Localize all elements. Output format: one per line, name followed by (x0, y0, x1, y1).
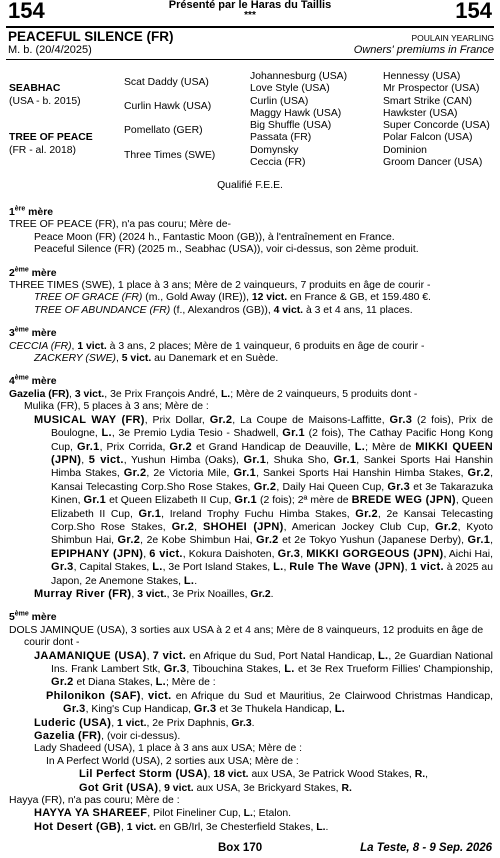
pedigree-col4-item: Smart Strike (CAN) (383, 96, 472, 107)
bold-run: Gr.3 (389, 413, 413, 426)
bold-run: Gr.1 (243, 453, 267, 466)
bold-run: Gr.3 (387, 480, 411, 493)
text-run: et Grand Handicap de Deauville, (191, 441, 355, 453)
presenter: Présenté par le Haras du Taillis (168, 0, 332, 11)
bold-run: EPIPHANY (JPN) (51, 547, 144, 560)
pedigree-col3-item: Domynsky (250, 145, 299, 156)
section-heading: 1ère mère (9, 205, 54, 218)
owners-premiums: Owners' premiums in France (353, 44, 494, 56)
bold-run: Gr.2 (253, 480, 277, 493)
bold-run: Gr.2 (255, 534, 279, 547)
text-run: , (140, 690, 148, 702)
text-run: , Daily Hai Queen Cup, (276, 481, 388, 493)
text-run: , Sankei Sports Hai Hanshin Himba Stakes, (256, 468, 468, 480)
produce-entry: Murray River (FR), 3 vict., 3e Prix Noailles, Gr.2. (34, 587, 274, 600)
text-run: , La Coupe de Maisons-Laffitte, (232, 414, 390, 426)
text-run: , Queen Elizabeth II Cup, (51, 495, 493, 520)
section-heading: 2ème mère (9, 266, 57, 279)
bold-run: 1 vict. (410, 561, 444, 574)
bold-run: MIKKI QUEEN (JPN) (51, 440, 494, 466)
bold-run: Gr.1 (467, 534, 491, 547)
pedigree-col3-item: Love Style (USA) (250, 83, 330, 94)
text-run: et 3e Thukela Handicap, (216, 704, 335, 716)
produce-entry: ZACKERY (SWE), 5 vict. au Danemark et en Suède. (34, 353, 279, 365)
bold-run: Rule The Wave (JPN) (289, 561, 405, 574)
text-run: , (283, 562, 290, 574)
text-run: , 2e Kobe Shimbun Hai, (140, 535, 256, 547)
pedigree-dam-info: (FR - al. 2018) (9, 145, 76, 156)
text-run: , (300, 548, 307, 560)
bold-run: SHOHEI (JPN) (202, 520, 284, 533)
text-run: en Afrique du Sud, Port Natal Handicap, (186, 650, 378, 662)
section-third-dam (9, 328, 493, 365)
pedigree-col3-item: Maggy Hawk (USA) (250, 108, 342, 119)
bold-run: BREDE WEG (JPN) (351, 494, 456, 507)
pedigree-col4-item: Polar Falcon (USA) (383, 132, 473, 143)
text-run: , 3e Port Island Stakes, (162, 562, 274, 574)
bold-run: Gr.2 (123, 467, 147, 480)
produce-entry: Lil Perfect Storm (USA), 18 vict. aux USA, 3e Patrick Wood Stakes, R., (79, 768, 428, 781)
text-run: , American Jockey Club Cup, (283, 521, 436, 533)
bold-run: Gr.2 (169, 440, 192, 453)
text-run: à 2025 au Japon, 2e Anemone Stakes, (51, 562, 493, 587)
bold-run: MIKKI GORGEOUS (JPN) (306, 547, 444, 560)
footer (0, 842, 500, 858)
text-run: , Ireland Trophy Fuchu Himba Stakes, (161, 508, 356, 520)
section-second-dam (9, 268, 493, 318)
text-run: , (146, 650, 153, 662)
bold-run: L. (273, 561, 284, 574)
text-run: , (81, 454, 89, 466)
dam-line (9, 196, 493, 834)
text-run: , Shuka Sho, (266, 454, 334, 466)
text-run: ; Mère de (365, 441, 416, 453)
bold-run: Gr.1 (138, 507, 162, 520)
text-run: (2 fois); 2ª mère de (256, 495, 352, 507)
lot-number-right: 154 (455, 0, 492, 23)
produce-entry: Peaceful Silence (FR) (2025 m., Seabhac (USA)), voir ci-dessus, son 2ème produit. (34, 244, 419, 256)
section-heading: 4ème mère (9, 375, 57, 388)
section-first-dam (9, 207, 493, 257)
produce-entry-musical-way (9, 414, 493, 588)
text-run: , Capital Stakes, (73, 562, 153, 574)
text-run: en Afrique du Sud et Mauritius, 2e Clairwood Christmas Handicap, (171, 690, 493, 702)
text-run: , Kokura Daishoten, (182, 548, 278, 560)
text-run: , Kansai Telecasting Corp.Sho Rose Stakes, (51, 468, 494, 493)
produce-entry: Gazelia (FR), (voir ci-dessus). (34, 730, 181, 743)
text-run: et Diana Stakes, (73, 677, 156, 689)
bold-run: L. (354, 440, 366, 453)
text-run: , Sankei Sports Hai Hanshin Himba Stakes, (51, 454, 494, 480)
pedigree-col4-item: Hennessy (USA) (383, 71, 461, 82)
stars: *** (244, 10, 256, 21)
text-run: , Tibouchina Stakes, (186, 664, 285, 675)
bold-run: Gr.3 (51, 561, 74, 574)
text-run: et 2e Tokyo Yushun (Japanese Derby), (278, 535, 468, 547)
bold-run: 7 vict. (152, 649, 187, 662)
text-run: , Aichi Hai, (443, 548, 493, 560)
bold-run: Gr.1 (333, 453, 357, 466)
pedigree-col4-item: Dominion (383, 145, 427, 156)
produce-entry: TREE OF ABUNDANCE (FR) (f., Alexandros (GB)), 4 vict. à 3 et 4 ans, 11 places. (34, 304, 413, 316)
produce-entry: Hot Desert (GB), 1 vict. en GB/Irl, 3e Chesterfield Stakes, L.. (34, 820, 329, 833)
bold-run: Philonikon (SAF) (46, 689, 141, 702)
pedigree-col3-item: Ceccia (FR) (250, 157, 306, 168)
text-run: , 2e Victoria Mile, (146, 468, 234, 480)
produce-entry: HAYYA YA SHAREEF, Pilot Fineliner Cup, L.; Etalon. (34, 807, 292, 820)
qualification: Qualifié F.E.E. (217, 180, 283, 191)
bold-run: L. (101, 427, 112, 440)
pedigree-table (0, 70, 500, 170)
text-run: , Yushun Himba (Oaks), (123, 454, 244, 466)
horse-name: PEACEFUL SILENCE (FR) (8, 29, 174, 44)
bold-run: Gr.3 (63, 703, 86, 716)
produce-entry-philonikon (9, 690, 493, 717)
bold-run: L. (152, 561, 163, 574)
presenter-block (0, 0, 500, 23)
bold-run: Gr.2 (209, 413, 233, 426)
bold-run: Gr.1 (233, 467, 257, 480)
produce-entry: Mulika (FR), 5 places à 3 ans; Mère de : (24, 401, 209, 413)
section-fifth-dam (9, 612, 493, 834)
bold-run: Gr.2 (117, 534, 141, 547)
text-run: , (194, 521, 203, 533)
bold-run: Gr.1 (282, 427, 305, 440)
bold-run: Gr.1 (234, 494, 257, 507)
pedigree-granddam: Curlin Hawk (USA) (124, 101, 212, 112)
bold-run: L. (155, 676, 167, 689)
produce-entry: TREE OF GRACE (FR) (m., Gold Away (IRE)), 12 vict. en France & GB, et 159.480 €. (34, 292, 431, 304)
dam-entry: DOLS JAMINQUE (USA), 3 sorties aux USA à 2 et 4 ans; Mère de 8 vainqueurs, 12 produits en âge de courir dont - (9, 624, 484, 649)
title-bar (6, 26, 494, 60)
bold-run: Gr.1 (83, 494, 107, 507)
pedigree-col3-item: Johannesburg (USA) (250, 71, 348, 82)
bold-run: Gr.2 (51, 676, 74, 689)
dam-entry: Gazelia (FR), 3 vict., 3e Prix François André, L.; Mère de 2 vainqueurs, 5 produits dont - (9, 388, 418, 400)
pedigree-col3-item: Big Shuffle (USA) (250, 120, 332, 131)
bold-run: Gr.1 (76, 440, 100, 453)
produce-entry: Lady Shadeed (USA), 1 place à 3 ans aux USA; Mère de : (34, 743, 303, 755)
dam-entry: THREE TIMES (SWE), 1 place à 3 ans; Mère de 2 vainqueurs, 7 produits en âge de courir - (9, 280, 431, 292)
pedigree-col4-item: Super Concorde (USA) (383, 120, 490, 131)
text-run: , 2e Guardian National Ins. Frank Lambert Stk, (51, 650, 493, 675)
pedigree-grandsire: Scat Daddy (USA) (124, 77, 209, 88)
produce-entry: Hayya (FR), n'a pas couru; Mère de : (9, 795, 180, 807)
bold-run: Gr.3 (193, 703, 217, 716)
horse-category: POULAIN YEARLING (411, 33, 494, 43)
bold-run: Gr.2 (435, 520, 458, 533)
pedigree-sire-info: (USA - b. 2015) (9, 96, 81, 107)
text-run: , King's Cup Handicap, (85, 704, 194, 716)
bold-run: Gr.2 (355, 507, 378, 520)
pedigree-col4-item: Mr Prospector (USA) (383, 83, 480, 94)
section-fourth-dam (9, 376, 493, 601)
text-run: et Queen Elizabeth II Cup, (106, 495, 235, 507)
bold-run: MUSICAL WAY (FR) (34, 413, 145, 426)
text-run: ; Mère de : (166, 677, 216, 689)
section-heading: 3ème mère (9, 326, 57, 340)
bold-run: vict. (147, 689, 172, 702)
horse-description: M. b. (20/4/2025) (8, 44, 92, 56)
text-run: et 3e Takarazuka Kinen, (51, 481, 493, 507)
pedigree-col3-item: Passata (FR) (250, 132, 312, 143)
text-run: . (194, 575, 198, 587)
pedigree-damdam: Three Times (SWE) (124, 150, 216, 161)
bold-run: Gr.2 (467, 467, 491, 480)
bold-run: Gr.3 (163, 663, 187, 675)
text-run: , Kyoto Shimbun Hai, (51, 521, 493, 547)
pedigree-sire: SEABHAC (9, 83, 61, 94)
sale-place-date: La Teste, 8 - 9 Sep. 2026 (360, 842, 492, 854)
dam-entry: CECCIA (FR), 1 vict. à 3 ans, 2 places; Mère de 1 vainqueur, 6 produits en âge de courir - (9, 340, 425, 352)
text-run: , 3e Premio Lydia Tesio - Shadwell, (111, 428, 283, 440)
bold-run: 6 vict. (149, 547, 183, 560)
pedigree-col4-item: Groom Dancer (USA) (383, 157, 483, 168)
produce-entry: Luderic (USA), 1 vict., 2e Prix Daphnis, Gr.3. (34, 716, 255, 729)
bold-run: L. (334, 703, 346, 716)
produce-entry: Got Grit (USA), 9 vict. aux USA, 3e Brickyard Stakes, R. (79, 781, 352, 794)
pedigree-col4-item: Hawkster (USA) (383, 108, 458, 119)
pedigree-damsire: Pomellato (GER) (124, 125, 203, 136)
produce-entry-jaamanique (9, 650, 493, 690)
bold-run: Gr.3 (277, 547, 301, 560)
pedigree-col3-item: Curlin (USA) (250, 96, 309, 107)
produce-entry: Peace Moon (FR) (2024 h., Fantastic Moon (GB)), à l'entraînement en France. (34, 231, 395, 243)
bold-run: Gr.2 (171, 520, 195, 533)
lot-number-left: 154 (8, 0, 45, 23)
text-run: (2 fois), Prix de Boulogne, (51, 414, 493, 440)
text-run: , Prix Corrida, (99, 441, 170, 453)
text-run: , 2e Kansai Telecasting Corp.Sho Rose Stakes, (51, 508, 493, 533)
text-run: (2 fois), The Cathay Pacific Hong Kong Cup, (51, 428, 493, 453)
bold-run: L. (284, 663, 295, 675)
text-run: et 3e Rex Trueform Fillies' Championship, (294, 664, 493, 675)
text-run: , (404, 562, 411, 574)
bold-run: L. (183, 574, 195, 587)
box-number: Box 170 (218, 842, 263, 854)
bold-run: 5 vict. (88, 453, 124, 466)
dam-entry: TREE OF PEACE (FR), n'a pas couru; Mère de- (9, 219, 231, 231)
section-heading: 5ème mère (9, 610, 57, 624)
text-run: , (490, 535, 494, 547)
bold-run: JAAMANIQUE (USA) (34, 649, 147, 662)
produce-entry: In A Perfect World (USA), 2 sorties aux USA; Mère de : (46, 755, 299, 767)
pedigree-dam: TREE OF PEACE (9, 132, 93, 143)
text-run: , (143, 548, 150, 560)
text-run: , Prix Dollar, (144, 414, 210, 426)
bold-run: L. (377, 649, 389, 662)
